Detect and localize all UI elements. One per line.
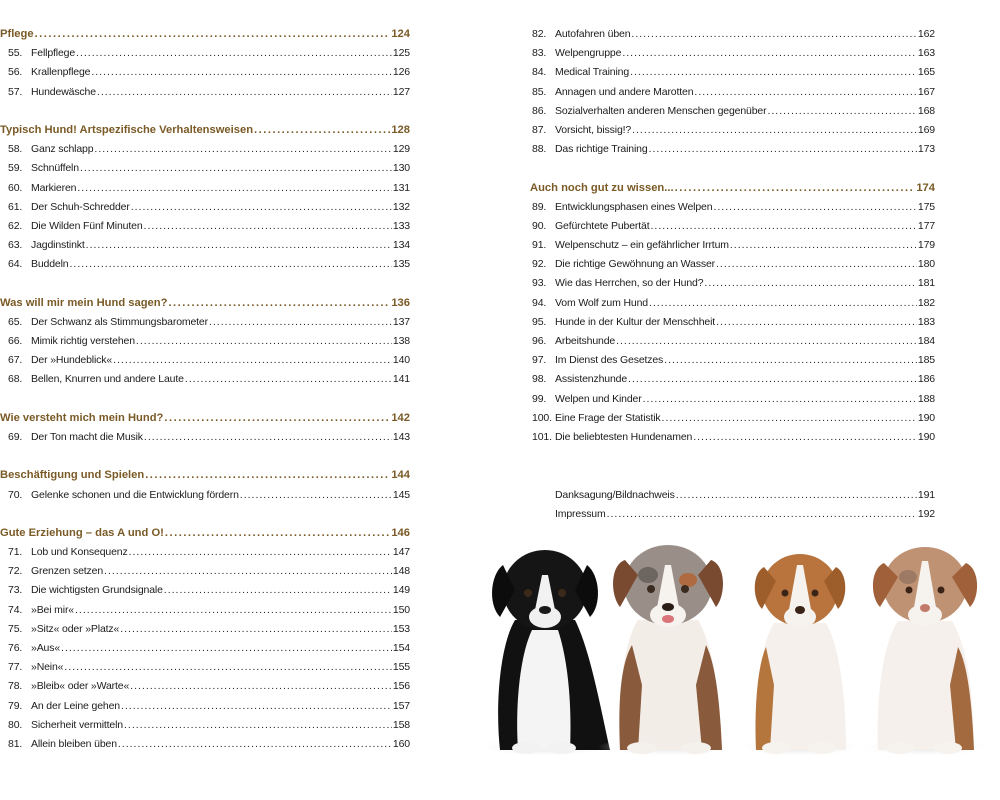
toc-leader-dots [124, 719, 392, 731]
toc-entry-title: Vom Wolf zum Hund [555, 296, 648, 309]
toc-page-number: 174 [916, 181, 935, 194]
toc-entry-number: 91. [532, 239, 547, 252]
toc-entry-title: Gelenke schonen und die Entwicklung fördern [31, 488, 239, 501]
toc-entry-number: 71. [8, 546, 23, 559]
toc-entry-number: 74. [8, 603, 23, 616]
toc-entry-number: 93. [532, 277, 547, 290]
toc-entry-mimik-richtig-verstehen [0, 335, 410, 354]
toc-entry-number: 76. [8, 642, 23, 654]
toc-entry-hundewäsche [0, 86, 410, 105]
toc-entry-number: 62. [8, 219, 23, 232]
toc-page-number: 129 [392, 143, 410, 156]
toc-leader-dots [144, 220, 392, 232]
toc-entry-number: 94. [532, 296, 547, 309]
puppy-merle-icon [598, 545, 738, 757]
toc-entry-title: »Bleib« oder »Warte« [31, 680, 130, 693]
toc-entry-title: Eine Frage der Statistik [555, 411, 661, 424]
toc-entry-annagen-und-andere-marotten [530, 86, 935, 105]
toc-entry-title: Schnüffeln [31, 162, 79, 175]
toc-entry-number: 56. [8, 66, 23, 79]
toc-entry-number: 59. [8, 162, 23, 175]
toc-spacer [530, 469, 935, 488]
toc-page-number: 163 [917, 47, 935, 60]
toc-heading-wie-versteht-mich-mein-hund [0, 412, 410, 431]
toc-page-number: 130 [392, 162, 410, 175]
toc-entry-title: Assistenzhunde [555, 373, 628, 386]
toc-entry-entwicklungsphasen-eines-welpen [530, 201, 935, 220]
toc-spacer [530, 162, 935, 181]
toc-entry-welpen-und-kinder [530, 393, 935, 412]
toc-leader-dots [631, 28, 917, 40]
toc-entry-title: Fellpflege [31, 47, 76, 60]
toc-entry-number: 88. [532, 143, 547, 156]
toc-entry-jagdinstinkt [0, 239, 410, 258]
toc-entry-markieren [0, 182, 410, 201]
toc-heading-title: Typisch Hund! Artspezifische Verhaltensweisen [0, 123, 254, 136]
toc-entry-title: Allein bleiben üben [31, 737, 117, 750]
toc-entry-assistenzhunde [530, 373, 935, 392]
toc-entry-title: Die beliebtesten Hundenamen [555, 430, 693, 443]
toc-entry-title: Die richtige Gewöhnung an Wasser [555, 258, 715, 271]
toc-page-number: 181 [917, 277, 935, 290]
toc-page-number: 128 [391, 123, 410, 136]
toc-leader-dots [694, 86, 917, 98]
toc-page-number: 156 [392, 680, 410, 693]
puppy-black-white-icon [475, 550, 615, 757]
toc-heading-was-will-mir-mein-hund-sagen [0, 297, 410, 316]
toc-entry-number: 77. [8, 661, 23, 674]
toc-entry-number: 68. [8, 373, 23, 386]
toc-page-number: 173 [917, 143, 935, 156]
toc-entry-number: 99. [532, 392, 547, 405]
toc-entry-number: 72. [8, 565, 23, 578]
toc-leader-dots [64, 661, 392, 673]
toc-page-number: 182 [917, 296, 935, 309]
toc-entry-der-hundeblick [0, 354, 410, 373]
toc-entry-number: 97. [532, 354, 547, 367]
toc-entry-title: Krallenpflege [31, 66, 91, 79]
toc-entry-title: An der Leine gehen [31, 699, 120, 712]
toc-entry-aus [0, 642, 410, 661]
toc-page-number: 135 [392, 258, 410, 271]
toc-entry-das-richtige-training [530, 143, 935, 162]
toc-entry-number: 61. [8, 200, 23, 213]
toc-entry-title: Im Dienst des Gesetzes [555, 354, 664, 367]
toc-leader-dots [650, 220, 916, 232]
toc-heading-pflege [0, 28, 410, 47]
toc-page-number: 192 [917, 507, 935, 520]
toc-entry-der-schwanz-als-stimmungsbarometer [0, 316, 410, 335]
toc-entry-number: 66. [8, 335, 23, 347]
toc-entry-title: Hundewäsche [31, 85, 96, 98]
toc-entry-autofahren-üben [530, 28, 935, 47]
toc-page-number: 157 [392, 699, 410, 712]
toc-entry-title: »Sitz« oder »Platz« [31, 622, 120, 635]
toc-entry-title: Die Wilden Fünf Minuten [31, 219, 143, 232]
toc-entry-number: 90. [532, 219, 547, 232]
toc-page-number: 169 [917, 123, 935, 136]
toc-page-number: 148 [392, 565, 410, 578]
toc-entry-der-schuh-schredder [0, 201, 410, 220]
toc-leader-dots [164, 584, 392, 596]
toc-entry-title: Hunde in der Kultur der Menschheit [555, 315, 716, 328]
toc-leader-dots [165, 527, 390, 539]
toc-heading-typisch-hund-artspezifische-verhaltenswe [0, 124, 410, 143]
toc-leader-dots [130, 680, 392, 692]
toc-entry-number: 83. [532, 47, 547, 60]
toc-entry-number: 67. [8, 354, 23, 367]
toc-entry-title: Gefürchtete Pubertät [555, 219, 650, 232]
toc-entry-title: Sicherheit vermitteln [31, 718, 123, 731]
toc-leader-dots [69, 258, 391, 270]
toc-heading-auch-noch-gut-zu-wissen [530, 182, 935, 201]
toc-leader-dots [129, 546, 392, 558]
toc-entry-sicherheit-vermitteln [0, 719, 410, 738]
toc-page-number: 145 [392, 488, 410, 501]
toc-right-page [530, 28, 935, 527]
toc-entry-die-wichtigsten-grundsignale [0, 584, 410, 603]
toc-page-number: 127 [392, 85, 410, 98]
toc-entry-title: »Aus« [31, 642, 61, 654]
toc-page-number: 167 [917, 85, 935, 98]
toc-page-number: 191 [917, 488, 935, 501]
toc-entry-number: 58. [8, 143, 23, 156]
toc-heading-title: Wie versteht mich mein Hund? [0, 411, 164, 424]
toc-leader-dots [80, 162, 392, 174]
toc-leader-dots [716, 316, 917, 328]
toc-entry-bellen-knurren-und-andere-laute [0, 373, 410, 392]
toc-entry-sitz-oder-platz [0, 623, 410, 642]
toc-leader-dots [643, 393, 917, 405]
toc-entry-grenzen-setzen [0, 565, 410, 584]
toc-entry-title: Grenzen setzen [31, 565, 104, 578]
toc-leader-dots [607, 508, 917, 520]
toc-entry-title: Annagen und andere Marotten [555, 85, 694, 98]
toc-page-number: 183 [917, 315, 935, 328]
toc-page-number: 140 [392, 354, 410, 367]
toc-entry-number: 85. [532, 85, 547, 98]
toc-leader-dots [136, 335, 392, 347]
toc-entry-title: »Bei mir« [31, 603, 74, 616]
toc-entry-number: 92. [532, 258, 547, 271]
toc-page-number: 124 [391, 28, 410, 40]
toc-page-number: 188 [917, 392, 935, 405]
toc-page-number: 186 [917, 373, 935, 386]
puppy-red-white-icon [735, 554, 865, 757]
toc-page-number: 162 [917, 28, 935, 40]
toc-entry-title: Medical Training [555, 66, 630, 79]
toc-entry-title: Sozialverhalten anderen Menschen gegenüber [555, 104, 767, 117]
toc-leader-dots [75, 604, 392, 616]
puppies-illustration [470, 535, 1000, 765]
toc-entry-title: Autofahren üben [555, 28, 631, 40]
toc-entry-number: 96. [532, 335, 547, 347]
toc-entry-number: 55. [8, 47, 23, 60]
toc-entry-title: Das richtige Training [555, 143, 648, 156]
toc-spacer [0, 508, 410, 527]
toc-left-page [0, 28, 410, 757]
toc-page-number: 154 [392, 642, 410, 654]
toc-leader-dots [675, 182, 916, 194]
toc-entry-number: 78. [8, 680, 23, 693]
toc-spacer [0, 105, 410, 124]
toc-entry-krallenpflege [0, 66, 410, 85]
toc-heading-title: Pflege [0, 28, 34, 40]
toc-entry-title: Markieren [31, 181, 77, 194]
toc-heading-title: Gute Erziehung – das A und O! [0, 526, 164, 539]
toc-page-number: 165 [917, 66, 935, 79]
toc-page-number: 134 [392, 239, 410, 252]
toc-entry-number: 82. [532, 28, 547, 40]
puppy-red-merle-icon [857, 547, 993, 757]
toc-leader-dots [704, 277, 917, 289]
toc-entry-number: 69. [8, 430, 23, 443]
toc-page-number: 132 [392, 200, 410, 213]
toc-entry-lob-und-konsequenz [0, 546, 410, 565]
toc-page-number: 190 [917, 411, 935, 424]
toc-entry-title: Der Ton macht die Musik [31, 430, 143, 443]
toc-entry-number: 95. [532, 315, 547, 328]
toc-leader-dots [94, 143, 392, 155]
toc-entry-welpengruppe [530, 47, 935, 66]
toc-page-number: 149 [392, 584, 410, 597]
toc-entry-nein [0, 661, 410, 680]
toc-entry-title: Der Schuh-Schredder [31, 200, 130, 213]
toc-entry-eine-frage-der-statistik [530, 412, 935, 431]
toc-entry-number: 87. [532, 123, 547, 136]
toc-entry-number: 64. [8, 258, 23, 271]
toc-spacer [0, 393, 410, 412]
toc-leader-dots [104, 565, 392, 577]
toc-page-number: 184 [917, 335, 935, 347]
toc-entry-number: 100. [532, 411, 552, 424]
toc-leader-dots [76, 47, 392, 59]
toc-entry-title: Jagdinstinkt [31, 239, 85, 252]
toc-entry-gefürchtete-pubertät [530, 220, 935, 239]
toc-page-number: 126 [392, 66, 410, 79]
toc-page-number: 177 [917, 219, 935, 232]
toc-entry-number: 81. [8, 737, 23, 750]
toc-leader-dots [77, 182, 392, 194]
toc-page-number: 168 [917, 104, 935, 117]
toc-leader-dots [616, 335, 917, 347]
toc-entry-allein-bleiben-üben [0, 738, 410, 757]
toc-leader-dots [693, 431, 917, 443]
toc-leader-dots [164, 412, 390, 424]
toc-page-number: 150 [392, 603, 410, 616]
toc-leader-dots [240, 489, 392, 501]
toc-leader-dots [145, 469, 390, 481]
toc-leader-dots [630, 66, 917, 78]
toc-page-number: 185 [917, 354, 935, 367]
toc-leader-dots [61, 642, 392, 654]
toc-leader-dots [649, 297, 917, 309]
toc-entry-bei-mir [0, 604, 410, 623]
toc-entry-title: Mimik richtig verstehen [31, 335, 135, 347]
toc-leader-dots [632, 124, 917, 136]
toc-page-number: 155 [392, 661, 410, 674]
toc-entry-hunde-in-der-kultur-der-menschheit [530, 316, 935, 335]
toc-entry-die-beliebtesten-hundenamen [530, 431, 935, 450]
toc-page-number: 147 [392, 546, 410, 559]
toc-entry-number: 70. [8, 488, 23, 501]
toc-page-number: 153 [392, 622, 410, 635]
toc-page-number: 142 [391, 411, 410, 424]
toc-leader-dots [86, 239, 392, 251]
toc-leader-dots [716, 258, 917, 270]
toc-entry-title: Wie das Herrchen, so der Hund? [555, 277, 704, 290]
toc-entry-number: 57. [8, 85, 23, 98]
toc-entry-welpenschutz-ein-gefährlicher-irrtum [530, 239, 935, 258]
toc-entry-title: Entwicklungsphasen eines Welpen [555, 200, 713, 213]
toc-page-number: 136 [391, 296, 410, 309]
toc-entry-medical-training [530, 66, 935, 85]
toc-entry-vorsicht-bissig [530, 124, 935, 143]
toc-leader-dots [121, 700, 392, 712]
toc-entry-number: 86. [532, 104, 547, 117]
toc-page-number: 179 [917, 239, 935, 252]
toc-page-number: 160 [392, 737, 410, 750]
toc-leader-dots [713, 201, 916, 213]
toc-entry-number: 84. [532, 66, 547, 79]
toc-leader-dots [628, 373, 917, 385]
toc-entry-danksagung-bildnachweis [530, 489, 935, 508]
toc-page-number: 131 [392, 181, 410, 194]
toc-entry-title: Welpen und Kinder [555, 392, 642, 405]
toc-entry-vom-wolf-zum-hund [530, 297, 935, 316]
toc-leader-dots [662, 412, 917, 424]
toc-entry-number: 63. [8, 239, 23, 252]
toc-entry-number: 101. [532, 430, 552, 443]
toc-leader-dots [113, 354, 392, 366]
toc-heading-gute-erziehung-das-a-und-o [0, 527, 410, 546]
toc-entry-title: Danksagung/Bildnachweis [555, 488, 675, 501]
toc-entry-title: »Nein« [31, 661, 64, 674]
toc-leader-dots [254, 124, 390, 136]
toc-heading-beschäftigung-und-spielen [0, 469, 410, 488]
toc-leader-dots [91, 66, 392, 78]
toc-entry-title: Der »Hundeblick« [31, 354, 113, 367]
toc-entry-im-dienst-des-gesetzes [530, 354, 935, 373]
toc-page-number: 190 [917, 430, 935, 443]
toc-entry-title: Vorsicht, bissig!? [555, 123, 632, 136]
toc-entry-title: Bellen, Knurren und andere Laute [31, 373, 184, 386]
toc-entry-fellpflege [0, 47, 410, 66]
toc-entry-schnüffeln [0, 162, 410, 181]
toc-leader-dots [649, 143, 917, 155]
toc-entry-gelenke-schonen-und-die-entwicklung-förd [0, 489, 410, 508]
toc-entry-die-richtige-gewöhnung-an-wasser [530, 258, 935, 277]
toc-entry-number: 75. [8, 622, 23, 635]
toc-leader-dots [767, 105, 916, 117]
toc-page-number: 158 [392, 718, 410, 731]
toc-leader-dots [664, 354, 917, 366]
toc-page-number: 144 [391, 469, 410, 482]
toc-leader-dots [209, 316, 392, 328]
toc-entry-bleib-oder-warte [0, 680, 410, 699]
toc-entry-title: Buddeln [31, 258, 69, 271]
toc-leader-dots [168, 297, 390, 309]
toc-page-number: 180 [917, 258, 935, 271]
toc-heading-title: Was will mir mein Hund sagen? [0, 296, 168, 309]
toc-entry-title: Welpengruppe [555, 47, 622, 60]
toc-leader-dots [120, 623, 392, 635]
toc-entry-title: Lob und Konsequenz [31, 546, 128, 559]
toc-entry-impressum [530, 508, 935, 527]
toc-entry-number: 79. [8, 699, 23, 712]
toc-page-number: 146 [391, 526, 410, 539]
toc-entry-arbeitshunde [530, 335, 935, 354]
toc-page-number: 138 [392, 335, 410, 347]
toc-heading-title: Auch noch gut zu wissen... [530, 181, 674, 194]
toc-leader-dots [131, 201, 392, 213]
toc-spacer [0, 450, 410, 469]
toc-entry-title: Impressum [555, 507, 606, 520]
toc-entry-sozialverhalten-anderen-menschen-gegenüb [530, 105, 935, 124]
toc-page-number: 143 [392, 430, 410, 443]
toc-entry-number: 98. [532, 373, 547, 386]
toc-entry-title: Die wichtigsten Grundsignale [31, 584, 163, 597]
toc-page-number: 133 [392, 219, 410, 232]
toc-leader-dots [97, 86, 392, 98]
toc-entry-number: 60. [8, 181, 23, 194]
toc-entry-number: 80. [8, 718, 23, 731]
toc-entry-number: 65. [8, 315, 23, 328]
toc-leader-dots [118, 738, 392, 750]
toc-page-number: 137 [392, 315, 410, 328]
toc-entry-title: Ganz schlapp [31, 143, 94, 156]
toc-entry-title: Arbeitshunde [555, 335, 616, 347]
toc-leader-dots [35, 28, 391, 40]
toc-page-number: 125 [392, 47, 410, 60]
toc-spacer [530, 450, 935, 469]
toc-leader-dots [144, 431, 392, 443]
toc-entry-die-wilden-fünf-minuten [0, 220, 410, 239]
toc-leader-dots [676, 489, 917, 501]
toc-leader-dots [185, 373, 392, 385]
toc-entry-wie-das-herrchen-so-der-hund [530, 277, 935, 296]
toc-entry-der-ton-macht-die-musik [0, 431, 410, 450]
toc-entry-buddeln [0, 258, 410, 277]
toc-leader-dots [622, 47, 917, 59]
toc-page-number: 141 [392, 373, 410, 386]
toc-entry-title: Der Schwanz als Stimmungsbarometer [31, 315, 208, 328]
toc-entry-title: Welpenschutz – ein gefährlicher Irrtum [555, 239, 729, 252]
toc-leader-dots [730, 239, 917, 251]
toc-entry-number: 73. [8, 584, 23, 597]
toc-heading-title: Beschäftigung und Spielen [0, 469, 145, 482]
toc-entry-an-der-leine-gehen [0, 700, 410, 719]
toc-entry-ganz-schlapp [0, 143, 410, 162]
toc-page-number: 175 [917, 200, 935, 213]
toc-entry-number: 89. [532, 200, 547, 213]
toc-spacer [0, 277, 410, 296]
